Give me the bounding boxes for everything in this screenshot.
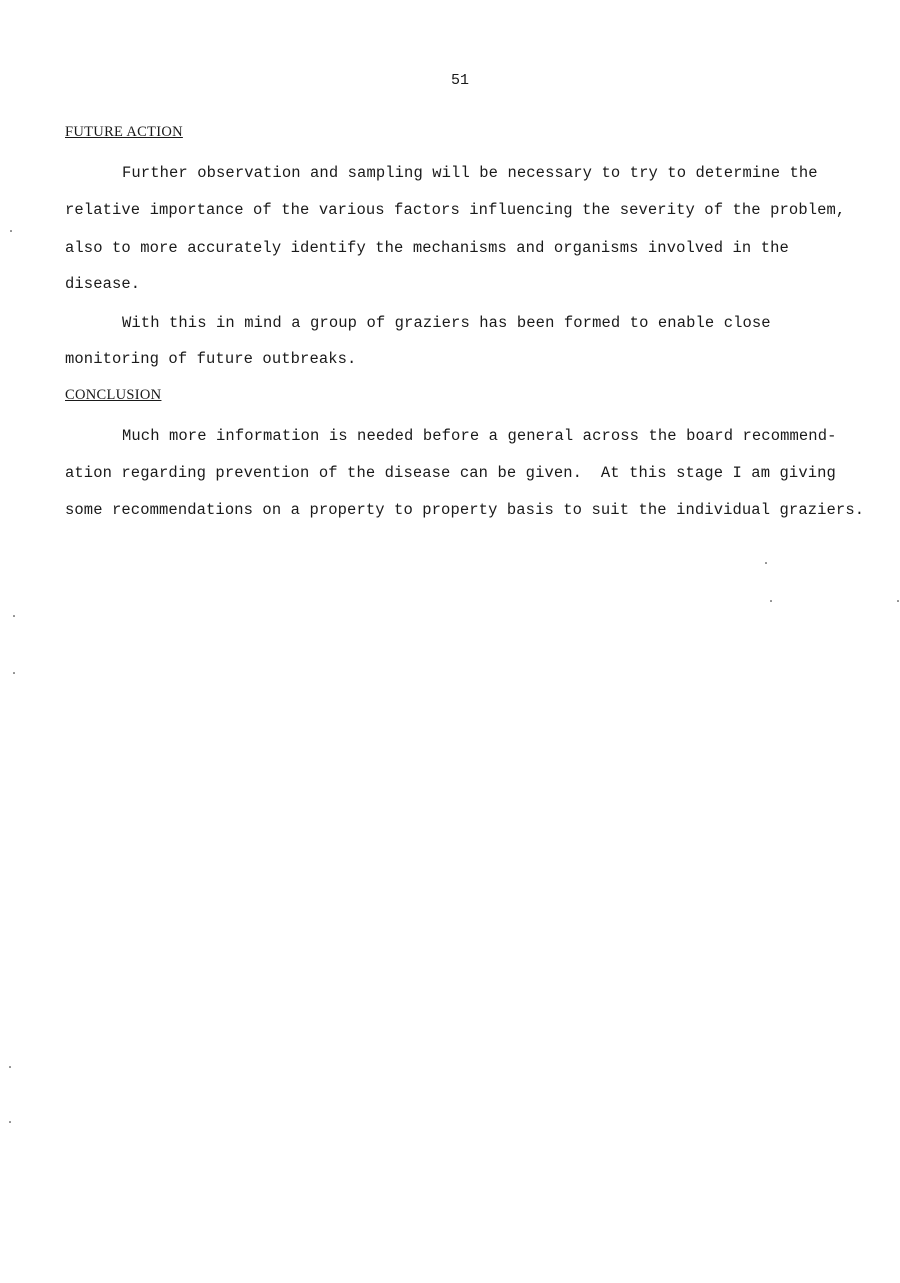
paragraph-line: With this in mind a group of graziers has been formed to enable close xyxy=(122,314,771,332)
scan-speck xyxy=(9,1066,11,1068)
scan-speck xyxy=(13,672,15,674)
paragraph-line: ation regarding prevention of the disease can be given. At this stage I am giving xyxy=(65,464,836,482)
paragraph-line: Further observation and sampling will be necessary to try to determine the xyxy=(122,164,818,182)
scan-speck xyxy=(13,615,15,617)
paragraph-line: some recommendations on a property to property basis to suit the individual graziers. xyxy=(65,501,865,519)
scan-speck xyxy=(770,600,772,602)
paragraph-line: also to more accurately identify the mechanisms and organisms involved in the xyxy=(65,239,789,257)
paragraph-line: relative importance of the various factors influencing the severity of the problem, xyxy=(65,201,846,219)
section-heading-future-action: FUTURE ACTION xyxy=(65,124,183,140)
page-number: 51 xyxy=(450,72,469,89)
paragraph-line: monitoring of future outbreaks. xyxy=(65,350,357,368)
scan-speck xyxy=(9,1121,11,1123)
scan-speck xyxy=(897,600,899,602)
scan-speck xyxy=(10,230,12,232)
section-heading-conclusion: CONCLUSION xyxy=(65,387,162,403)
scan-speck xyxy=(765,562,767,564)
paragraph-line: Much more information is needed before a general across the board recommend- xyxy=(122,427,837,445)
paragraph-line: disease. xyxy=(65,275,141,293)
